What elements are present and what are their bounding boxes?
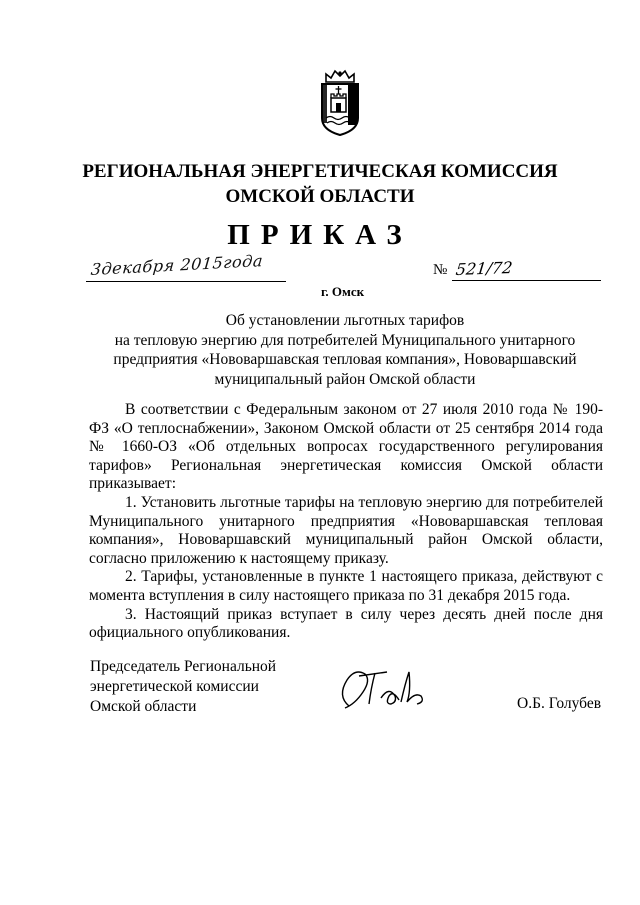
number-sign: № — [433, 262, 448, 278]
document-type-title: ПРИКАЗ — [227, 219, 413, 251]
document-number-handwritten: 521/72 — [454, 258, 514, 279]
subject-line: на тепловую энергию для потребителей Муниципального унитарного — [114, 331, 576, 349]
body-paragraph: 1. Установить льготные тарифы на тепловую энергию для потребителей Муниципального унитарного предприятия «Нововаршавская тепловая компания», Нововаршавский муниципальный район Омской области, согласно приложению к настоящему приказу. — [89, 493, 603, 567]
document-date-handwritten: 3декабря 2015года — [90, 251, 264, 279]
body-paragraph: 3. Настоящий приказ вступает в силу через десять дней после дня официального опубликования. — [89, 605, 603, 642]
subject-line: Об установлении льготных тарифов — [225, 312, 465, 329]
date-underline — [86, 281, 286, 282]
coat-of-arms-icon — [318, 68, 362, 136]
signer-position-line: Председатель Региональной — [90, 658, 277, 675]
signer-position-line: энергетической комиссии — [90, 678, 259, 695]
document-body — [89, 401, 603, 643]
city-label: г. Омск — [321, 284, 365, 299]
body-paragraph: 2. Тарифы, установленные в пункте 1 настоящего приказа, действуют с момента вступления в силу настоящего приказа по 31 декабря 2015 года. — [89, 568, 603, 604]
body-paragraph: В соответствии с Федеральным законом от 27 июля 2010 года № 190-ФЗ «О теплоснабжении», Законом Омской области от 25 сентября 2014 года № 1660-ОЗ «Об отдельных вопросах государственного регулирования тарифов» Региональная энергетическая комиссия Омской области приказывает: — [89, 401, 603, 493]
subject-line: предприятия «Нововаршавская тепловая компания», Нововаршавский — [113, 351, 577, 368]
subject-line: муниципальный район Омской области — [214, 370, 476, 388]
organization-name-line-1: РЕГИОНАЛЬНАЯ ЭНЕРГЕТИЧЕСКАЯ КОМИССИЯ — [82, 161, 558, 182]
signer-position — [90, 657, 276, 717]
signer-position-line: Омской области — [90, 698, 197, 715]
number-underline — [452, 280, 601, 281]
document-subject — [80, 311, 610, 389]
organization-name-line-2: ОМСКОЙ ОБЛАСТИ — [225, 186, 415, 207]
handwritten-signature-icon — [335, 662, 445, 714]
signer-name: О.Б. Голубев — [517, 695, 602, 712]
